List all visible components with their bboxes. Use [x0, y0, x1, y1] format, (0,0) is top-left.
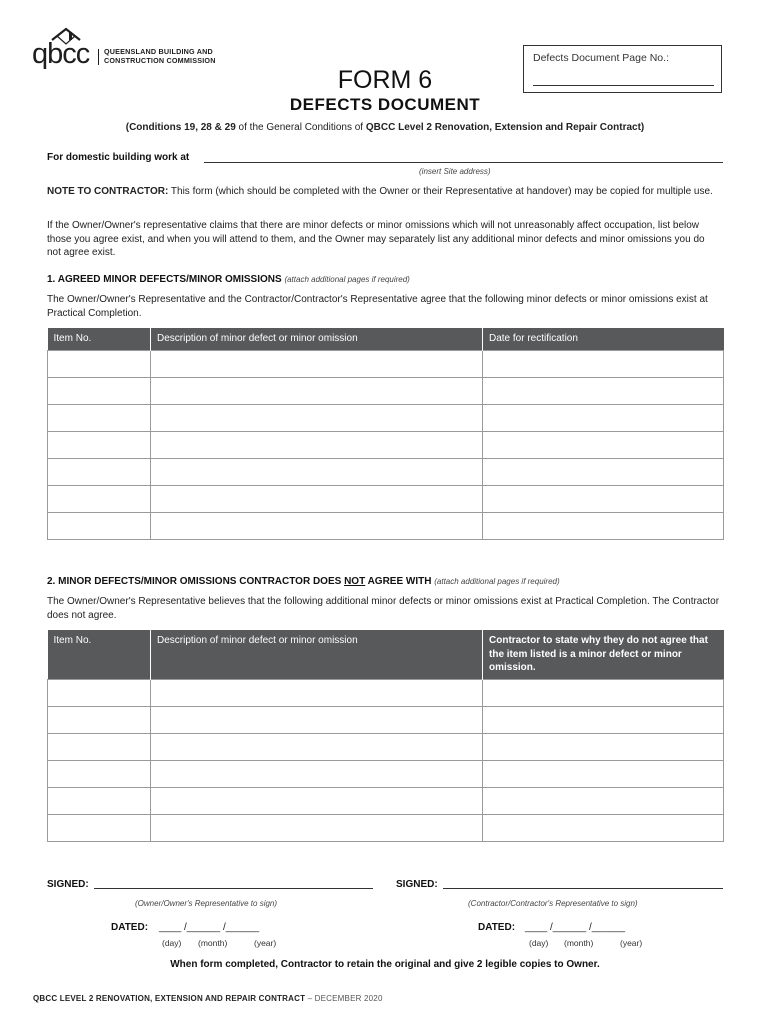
item-no-cell[interactable]	[48, 706, 151, 733]
col-description: Description of minor defect or minor omission	[151, 630, 483, 679]
table-row	[48, 350, 724, 377]
col-contractor-reason: Contractor to state why they do not agree that the item listed is a minor defect or minor omission.	[483, 630, 724, 679]
item-no-cell[interactable]	[48, 760, 151, 787]
section1-text: The Owner/Owner's Representative and the Contractor/Contractor's Representative agree that the following minor defects or minor omissions exist at Practical Completion.	[47, 294, 708, 319]
col-description: Description of minor defect or minor omission	[151, 328, 483, 350]
description-cell[interactable]	[151, 512, 483, 539]
date-cell[interactable]	[483, 377, 724, 404]
note-text: This form (which should be completed with the Owner or their Representative at handover) may be copied for multiple use.	[168, 186, 713, 197]
note-paragraph: If the Owner/Owner's representative claims that there are minor defects or minor omissions which will not unreasonably affect occupation, list below those you agree exist, and when you will attend to them, and the Owner may separately list any additional minor defects and minor omissions you do not agree exist.	[47, 220, 705, 258]
contractor-dated-label: DATED:	[478, 922, 516, 933]
page-number-label: Defects Document Page No.:	[533, 52, 669, 64]
owner-date-field[interactable]: ____ /______ /______	[159, 922, 260, 933]
site-address-field[interactable]	[204, 162, 723, 163]
owner-sign-hint: (Owner/Owner's Representative to sign)	[135, 899, 278, 908]
section2-text: The Owner/Owner's Representative believes that the following additional minor defects or minor omissions exist at Practical Completion. The Contractor does not agree.	[47, 596, 720, 621]
org-name-line2: CONSTRUCTION COMMISSION	[104, 55, 216, 65]
site-hint: (insert Site address)	[419, 167, 491, 176]
section2-heading	[47, 576, 560, 587]
item-no-cell[interactable]	[48, 512, 151, 539]
item-no-cell[interactable]	[48, 350, 151, 377]
contractor-year-hint: (year)	[620, 938, 643, 948]
table-row	[48, 787, 724, 814]
date-cell[interactable]	[483, 350, 724, 377]
section2-hint: (attach additional pages if required)	[434, 577, 560, 586]
contractor-sign-hint: (Contractor/Contractor's Representative to sign)	[468, 899, 638, 908]
description-cell[interactable]	[151, 350, 483, 377]
table-row	[48, 512, 724, 539]
table-row	[48, 377, 724, 404]
item-no-cell[interactable]	[48, 377, 151, 404]
section2-title-not: NOT	[344, 576, 366, 587]
org-name-line1: QUEENSLAND BUILDING AND	[104, 47, 213, 56]
owner-dated-label: DATED:	[111, 922, 149, 933]
note-to-contractor	[47, 185, 727, 199]
logo-divider	[98, 49, 99, 65]
date-cell[interactable]	[483, 431, 724, 458]
description-cell[interactable]	[151, 814, 483, 841]
contractor-month-hint: (month)	[564, 938, 594, 948]
note-lead: NOTE TO CONTRACTOR:	[47, 186, 169, 197]
date-cell[interactable]	[483, 404, 724, 431]
description-cell[interactable]	[151, 458, 483, 485]
description-cell[interactable]	[151, 706, 483, 733]
item-no-cell[interactable]	[48, 485, 151, 512]
logo-wordmark: qbcc	[32, 38, 90, 70]
date-cell[interactable]	[483, 512, 724, 539]
description-cell[interactable]	[151, 733, 483, 760]
table-row	[48, 485, 724, 512]
section2-title-post: AGREE WITH	[365, 576, 432, 587]
form-title: FORM 6	[337, 66, 433, 94]
contract-name: QBCC Level 2 Renovation, Extension and Repair Contract)	[365, 122, 645, 133]
col-date: Date for rectification	[483, 328, 724, 350]
reason-cell[interactable]	[483, 679, 724, 706]
table-row	[48, 458, 724, 485]
section1-heading	[47, 274, 410, 285]
description-cell[interactable]	[151, 787, 483, 814]
footer-date: – DECEMBER 2020	[305, 994, 383, 1003]
description-cell[interactable]	[151, 404, 483, 431]
description-cell[interactable]	[151, 679, 483, 706]
item-no-cell[interactable]	[48, 733, 151, 760]
owner-month-hint: (month)	[198, 938, 228, 948]
table-row	[48, 760, 724, 787]
reason-cell[interactable]	[483, 814, 724, 841]
conditions-line	[0, 122, 770, 133]
item-no-cell[interactable]	[48, 814, 151, 841]
item-no-cell[interactable]	[48, 431, 151, 458]
conditions-ref: (Conditions 19, 28 & 29	[125, 122, 236, 133]
reason-cell[interactable]	[483, 787, 724, 814]
section1-title: 1. AGREED MINOR DEFECTS/MINOR OMISSIONS	[47, 274, 282, 285]
description-cell[interactable]	[151, 377, 483, 404]
section2-title-pre: 2. MINOR DEFECTS/MINOR OMISSIONS CONTRACTOR DOES	[47, 576, 345, 587]
col-item-no: Item No.	[48, 630, 151, 679]
reason-cell[interactable]	[483, 760, 724, 787]
description-cell[interactable]	[151, 760, 483, 787]
reason-cell[interactable]	[483, 733, 724, 760]
owner-signature-field[interactable]	[94, 888, 373, 889]
item-no-cell[interactable]	[48, 679, 151, 706]
footer-contract: QBCC LEVEL 2 RENOVATION, EXTENSION AND REPAIR CONTRACT	[33, 994, 306, 1003]
org-name	[104, 48, 216, 65]
table-row	[48, 733, 724, 760]
table-row	[48, 706, 724, 733]
owner-day-hint: (day)	[162, 938, 182, 948]
contractor-signed-label: SIGNED:	[396, 879, 438, 890]
site-label: For domestic building work at	[47, 152, 190, 163]
date-cell[interactable]	[483, 485, 724, 512]
reason-cell[interactable]	[483, 706, 724, 733]
description-cell[interactable]	[151, 431, 483, 458]
contractor-date-field[interactable]: ____ /______ /______	[525, 922, 626, 933]
item-no-cell[interactable]	[48, 404, 151, 431]
completion-instruction: When form completed, Contractor to retain the original and give 2 legible copies to Owner.	[170, 959, 600, 970]
table-row	[48, 404, 724, 431]
document-title: DEFECTS DOCUMENT	[289, 95, 481, 114]
disputed-defects-table	[47, 630, 724, 842]
section1-hint: (attach additional pages if required)	[284, 275, 410, 284]
table-row	[48, 679, 724, 706]
col-item-no: Item No.	[48, 328, 151, 350]
owner-year-hint: (year)	[254, 938, 277, 948]
date-cell[interactable]	[483, 458, 724, 485]
contractor-day-hint: (day)	[529, 938, 549, 948]
item-no-cell[interactable]	[48, 787, 151, 814]
description-cell[interactable]	[151, 485, 483, 512]
contractor-signature-field[interactable]	[443, 888, 723, 889]
owner-signed-label: SIGNED:	[47, 879, 89, 890]
agreed-defects-table	[47, 328, 724, 540]
table-row	[48, 814, 724, 841]
table-row	[48, 431, 724, 458]
footer	[33, 994, 383, 1003]
conditions-mid: of the General Conditions of	[235, 122, 366, 133]
item-no-cell[interactable]	[48, 458, 151, 485]
